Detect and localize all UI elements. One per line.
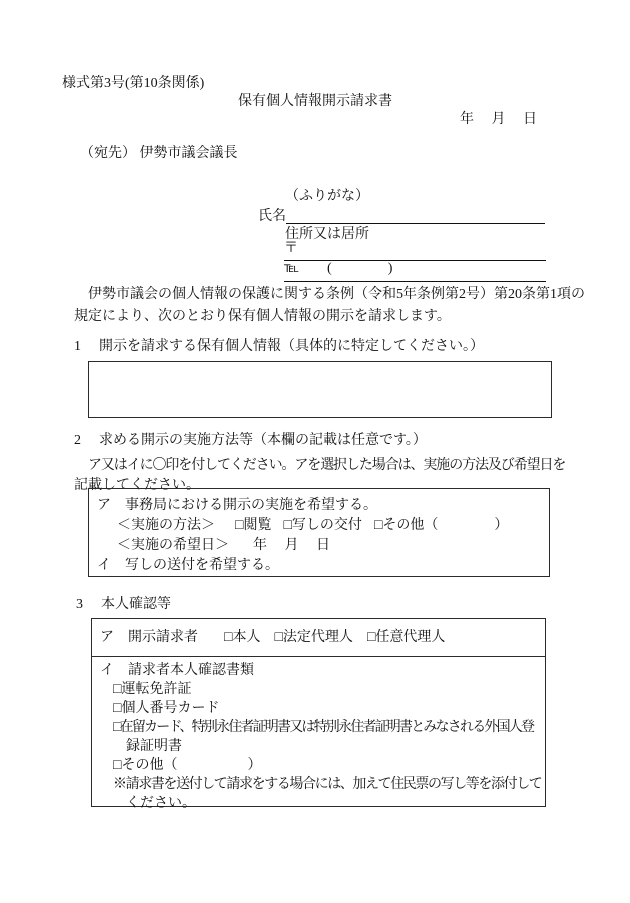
requester-type-row	[92, 619, 545, 657]
method-label: ＜実施の方法＞	[117, 518, 215, 533]
desired-date-row	[97, 536, 549, 556]
section1-heading	[74, 340, 484, 354]
section2-heading	[74, 434, 427, 448]
section3-number: 3	[76, 597, 83, 612]
identity-verification-box	[91, 618, 546, 811]
section3-heading	[76, 598, 171, 612]
disclosure-method-box	[88, 488, 550, 577]
name-field-row	[258, 204, 545, 224]
checkbox-legal-representative: □法定代理人	[274, 629, 353, 645]
section2-number: 2	[74, 433, 81, 448]
addressee-line: （宛先） 伊勢市議会議長	[80, 146, 238, 161]
method-row	[97, 516, 549, 536]
method-option-a: ア 事務局における開示の実施を希望する。	[97, 498, 377, 513]
section2-instruction-line-2: 記載してください。	[74, 477, 200, 493]
tel-label: ℡ ( )	[284, 261, 393, 276]
intro-line-2: 規定により、次のとおり保有個人情報の開示を請求します。	[74, 309, 451, 324]
checkbox-drivers-license: □運転免許証	[113, 682, 192, 697]
page-title: 保有個人情報開示請求書	[238, 94, 392, 109]
checkbox-inspection: □閲覧	[235, 518, 272, 533]
requested-information-entry-box	[88, 361, 552, 418]
method-option-b: イ 写しの送付を希望する。	[97, 558, 279, 573]
postal-code-field-row	[284, 242, 546, 261]
checkbox-my-number-card: □個人番号カード	[113, 701, 220, 716]
section1-heading-text: 開示を請求する保有個人情報（具体的に特定してください。）	[99, 339, 484, 354]
section2-instruction-line-1: ア又はイに〇印を付してください。アを選択した場合は、実施の方法及び希望日を	[88, 458, 566, 473]
checkbox-copy-delivery: □写しの交付	[283, 518, 362, 533]
intro-paragraph	[74, 284, 594, 328]
identity-documents-row	[92, 657, 545, 813]
intro-line-1: 伊勢市議会の個人情報の保護に関する条例（令和5年条例第2号）第20条第1項の	[88, 287, 585, 302]
section3-heading-text: 本人確認等	[101, 597, 171, 612]
furigana-label: （ふりがな）	[285, 189, 369, 204]
section1-number: 1	[74, 339, 81, 354]
section2-heading-text: 求める開示の実施方法等（本欄の記載は任意です。）	[99, 433, 427, 448]
identity-documents-label: イ 請求者本人確認書類	[100, 663, 254, 678]
checkbox-method-other: □その他（ ）	[373, 518, 509, 533]
checkbox-voluntary-representative: □任意代理人	[366, 629, 446, 645]
date-line: 年 月 日	[460, 112, 537, 127]
name-blank-line	[286, 203, 545, 224]
name-label: 氏名	[258, 209, 286, 224]
mailing-note-line-1: ※請求書を送付して請求をする場合には、加えて住民票の写し等を添付して	[113, 777, 542, 792]
checkbox-residence-card-line-1: □在留カード、特別永住者証明書又は特別永住者証明書とみなされる外国人登	[113, 720, 534, 735]
checkbox-residence-card-line-2: 録証明書	[126, 739, 182, 754]
postal-mark: 〒	[284, 241, 298, 256]
address-label: 住所又は居所	[285, 227, 369, 242]
checkbox-identity-other: □その他（ ）	[113, 758, 262, 773]
desired-date-label: ＜実施の希望日＞	[117, 538, 229, 553]
checkbox-self: □本人	[224, 629, 261, 645]
desired-date-fields: 年 月 日	[253, 538, 330, 553]
tel-field-row	[284, 262, 546, 282]
form-number: 様式第3号(第10条関係)	[62, 76, 205, 91]
mailing-note-line-2: ください。	[126, 796, 196, 811]
requester-type-label: ア 開示請求者	[100, 629, 198, 645]
